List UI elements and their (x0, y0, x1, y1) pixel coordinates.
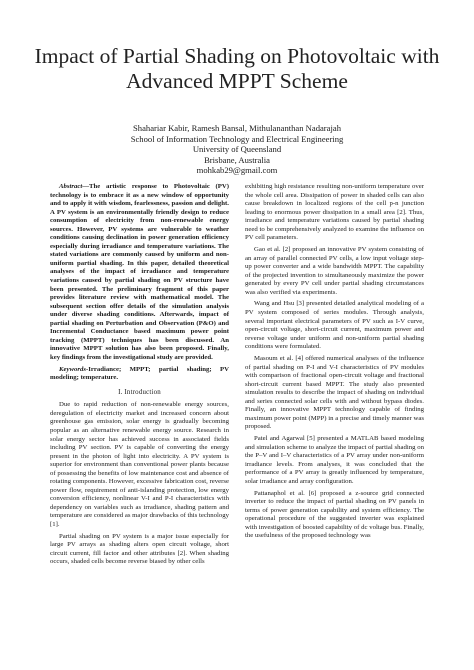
title-line-2: Advanced MPPT Scheme (126, 69, 348, 93)
abstract (50, 183, 229, 362)
body-paragraph: Masoum et al. [4] offered numerical analyses of the influence of partial shading on P-I and V-I characteristics of PV modules with comparison of fractional open-circuit voltage and fractional short-circuit current based MPPT. The study also presented simulation results to describe the impact of shading on individual and series connected solar cells with and without bypass diodes. Finally, an innovative MPPT technology capable of finding maximum power point (MPP) in a precise and timely manner was proposed. (245, 354, 424, 431)
intro-paragraph: Due to rapid reduction of non-renewable energy sources, deregulation of electricity market and increased concern about greenhouse gas emission, solar energy is gradually becoming popular as an alternative renewable energy source. Research in solar energy sector has achieved success in associated fields including PV section. PV is capable of converting the energy present in the photon of light into electricity. A PV system is superior for environment than conventional power plants because of possessing the benefits of low maintenance cost and absence of rotating components. However, excessive fabrication cost, reverse power flow, requirement of anti-islanding protection, low energy conversion efficiency, nonlinear V-I and P-I characteristics with dependency on variables such as irradiance, shading pattern and temperature are considered as major drawbacks of this technology [1]. (50, 401, 229, 528)
title-line-1: Impact of Partial Shading on Photovoltaic with (34, 44, 440, 68)
keywords (50, 366, 229, 383)
intro-paragraph: Partial shading on PV system is a major issue especially for large PV arrays as shading alters open circuit voltage, short circuit current, fill factor and other attributes [2]. When shading occurs, shaded cells become reverse biased by other cells (50, 532, 229, 566)
keywords-text: -Irradiance; MPPT; partial shading; PV modeling; temperature. (50, 365, 229, 382)
section-heading-introduction: I. Introduction (118, 388, 161, 396)
right-column (245, 183, 424, 570)
author-email: mohkab29@gmail.com (196, 165, 278, 176)
affiliation-line-2: University of Queensland (192, 144, 282, 155)
affiliation-line-3: Brisbane, Australia (204, 154, 270, 165)
body-paragraph: exhibiting high resistance resulting non-uniform temperature over the whole cell area. Dissipation of power in shaded cells can also cause breakdown in localized regions of the cell p-n junction leading to enormous power dissipation in a small area [2]. Thus, irradiance and temperature variations caused by partial shading need to be comprehensively analyzed to examine the influence on PV cell parameters. (245, 183, 424, 242)
left-column (50, 183, 229, 570)
abstract-text: —The artistic response to Photovoltaic (PV) technology is to embrace it as a new window of opportunity and to apply it with wisdom, fearlessness, passion and delight. A PV system is an environmentally friendly design to reduce consumption of electricity from non-renewable energy sources. However, PV systems are vulnerable to weather conditions causing declination in power generation efficiency especially during irradiance and temperature variations. The stated variations are commonly caused by uniform and non-uniform partial shading. In this paper, detailed theoretical analyses of the impact of irradiance and temperature variations caused by partial shading on PV structure have been presented. The preliminary fragment of this paper provides literature review with mathematical model. The subsequent section offer details of the simulation analysis under diverse shading conditions. Afterwards, impact of partial shading on Perturbation and Observation (P&O) and Incremental Conductance based maximum power point tracking (MPPT) techniques has been discussed. An innovative MPPT solution has also been proposed. Finally, key findings from the investigational study are provided. (50, 183, 229, 361)
author-names: Shahariar Kabir, Ramesh Bansal, Mithulananthan Nadarajah (133, 123, 341, 133)
affiliation-line-1: School of Information Technology and Electrical Engineering (130, 133, 344, 144)
body-paragraph: Wang and Hsu [3] presented detailed analytical modeling of a PV system composed of series modules. Through analysis, several important electrical parameters of PV such as I-V curve, open-circuit voltage, short-circuit current, maximum power and reverse voltage under uniform and non-uniform partial shading conditions were formulated. (245, 300, 424, 351)
body-paragraph: Patel and Agarwal [5] presented a MATLAB based modeling and simulation scheme to analyze the impact of partial shading on the P–V and I–V characteristics of a PV array under non-uniform irradiance levels. From analyses, it was concluded that the performance of a PV array is greatly influenced by temperature, solar irradiance and array configuration. (245, 435, 424, 485)
paper-title (0, 44, 474, 94)
abstract-label: Abstract (59, 183, 83, 190)
author-block (0, 123, 474, 176)
two-column-body (50, 183, 424, 570)
body-paragraph: Pattanaphol et al. [6] proposed a z-source grid connected inverter to reduce the impact of partial shading on PV panels in terms of power generation capability and system efficiency. The operational procedure of the suggested inverter was explained with investigation of boosted capability of dc voltage bus. Finally, the usefulness of the proposed technology was (245, 489, 424, 540)
keywords-label: Keywords (59, 365, 86, 373)
body-paragraph: Gao et al. [2] proposed an innovative PV system consisting of an array of parallel connected PV cells, a low input voltage step-up power converter and a wide bandwidth MPPT. The capability of the projected invention to simultaneously maximize the power generated by every PV cell under partial shading circumstances was also verified via experiments. (245, 246, 424, 296)
